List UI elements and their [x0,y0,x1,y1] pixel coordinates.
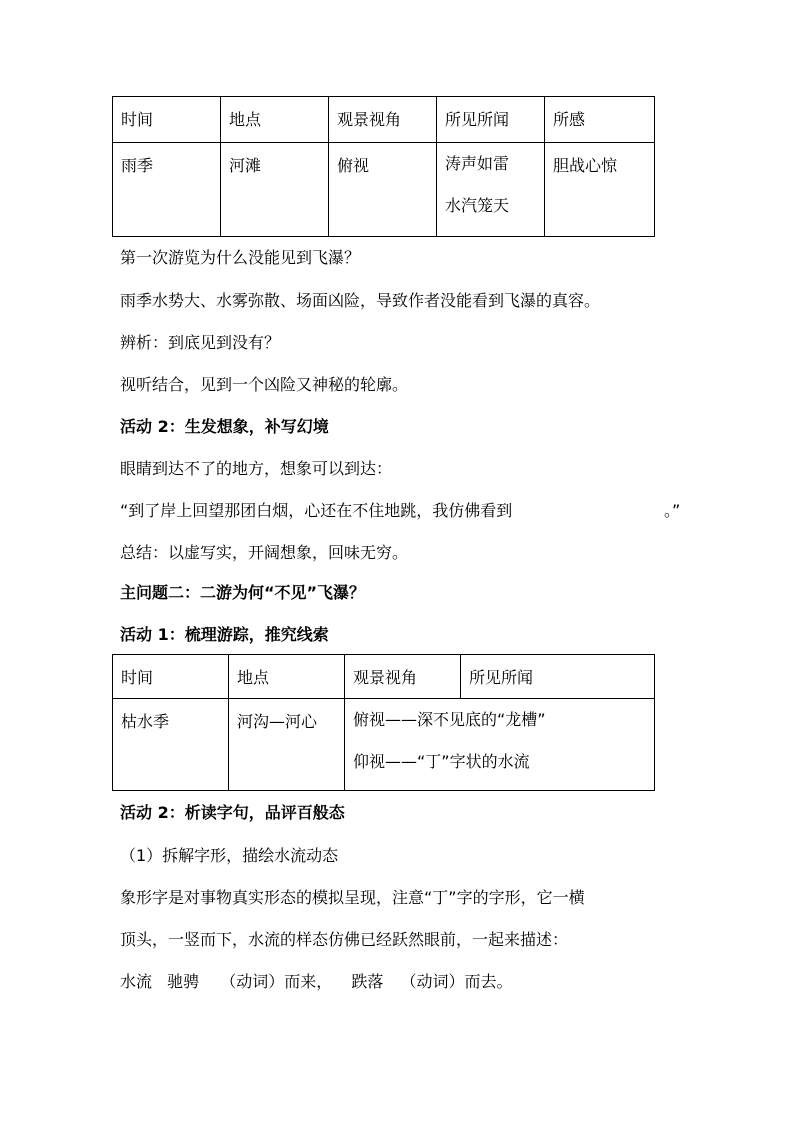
main-question-2: 主问题二：二游为何“不见”飞瀑？ [120,583,366,602]
fill-lead: 水流 [120,972,153,991]
question-first-visit: 第一次游览为什么没能见到飞瀑？ [120,248,361,267]
activity-2-heading: 活动 2：生发想象，补写幻境 [120,417,329,436]
activity-2-heading-b: 活动 2：析读字句，品评百般态 [120,803,345,822]
cell-place: 河沟—河心 [229,699,345,791]
table-second-visit [112,654,655,791]
subheading-1: （1）拆解字形，描绘水流动态 [120,846,339,865]
view-line-2: 仰视——“丁”字状的水流 [353,752,530,771]
fill-word-2: 跌落 [351,972,384,991]
table-row [113,143,655,237]
header-view-angle: 观景视角 [329,97,437,143]
cell-seen-heard [437,143,545,237]
cell-time: 雨季 [113,143,221,237]
glyph-paragraph-line-2: 顶头，一竖而下，水流的样态仿佛已经跃然眼前，一起来描述： [120,930,569,949]
cell-view-angle: 俯视 [329,143,437,237]
table-header-row [113,655,655,699]
glyph-paragraph-line-1: 象形字是对事物真实形态的模拟呈现，注意“丁”字的字形，它一横 [120,888,585,907]
cell-place: 河滩 [221,143,329,237]
cell-view-and-seen [345,699,655,791]
imagination-paragraph: 眼睛到达不了的地方，想象可以到达： [120,459,393,478]
quote-fill-start: “到了岸上回望那团白烟，心还在不住地跳，我仿佛看到 [120,501,513,520]
table-header-row [113,97,655,143]
cell-feeling: 胆战心惊 [545,143,655,237]
header-seen-heard: 所见所闻 [437,97,545,143]
header-seen-heard: 所见所闻 [461,655,655,699]
question-analysis: 辨析：到底见到没有？ [120,333,281,352]
fill-note-1: （动词）而来， [220,972,333,991]
header-time: 时间 [113,655,229,699]
table-row [113,699,655,791]
header-place: 地点 [221,97,329,143]
cell-time: 枯水季 [113,699,229,791]
fill-word-1: 驰骋 [167,972,200,991]
fill-in-sentence [120,971,512,993]
view-line-1: 俯视——深不见底的“龙槽” [353,710,546,729]
summary: 总结：以虚写实，开阔想象，回味无穷。 [120,543,409,562]
activity-1-heading: 活动 1：梳理游踪，推究线索 [120,625,329,644]
seen-heard-line-2: 水汽笼天 [445,196,510,215]
fill-note-2: （动词）而去。 [400,972,513,991]
seen-heard-line-1: 涛声如雷 [445,154,510,173]
header-place: 地点 [229,655,345,699]
answer-first-visit: 雨季水势大、水雾弥散、场面凶险，导致作者没能看到飞瀑的真容。 [120,291,601,310]
answer-analysis: 视听结合，见到一个凶险又神秘的轮廓。 [120,375,409,394]
table-first-visit [112,96,655,237]
header-view-angle: 观景视角 [345,655,461,699]
header-feeling: 所感 [545,97,655,143]
quote-fill-end: 。” [664,501,681,520]
header-time: 时间 [113,97,221,143]
